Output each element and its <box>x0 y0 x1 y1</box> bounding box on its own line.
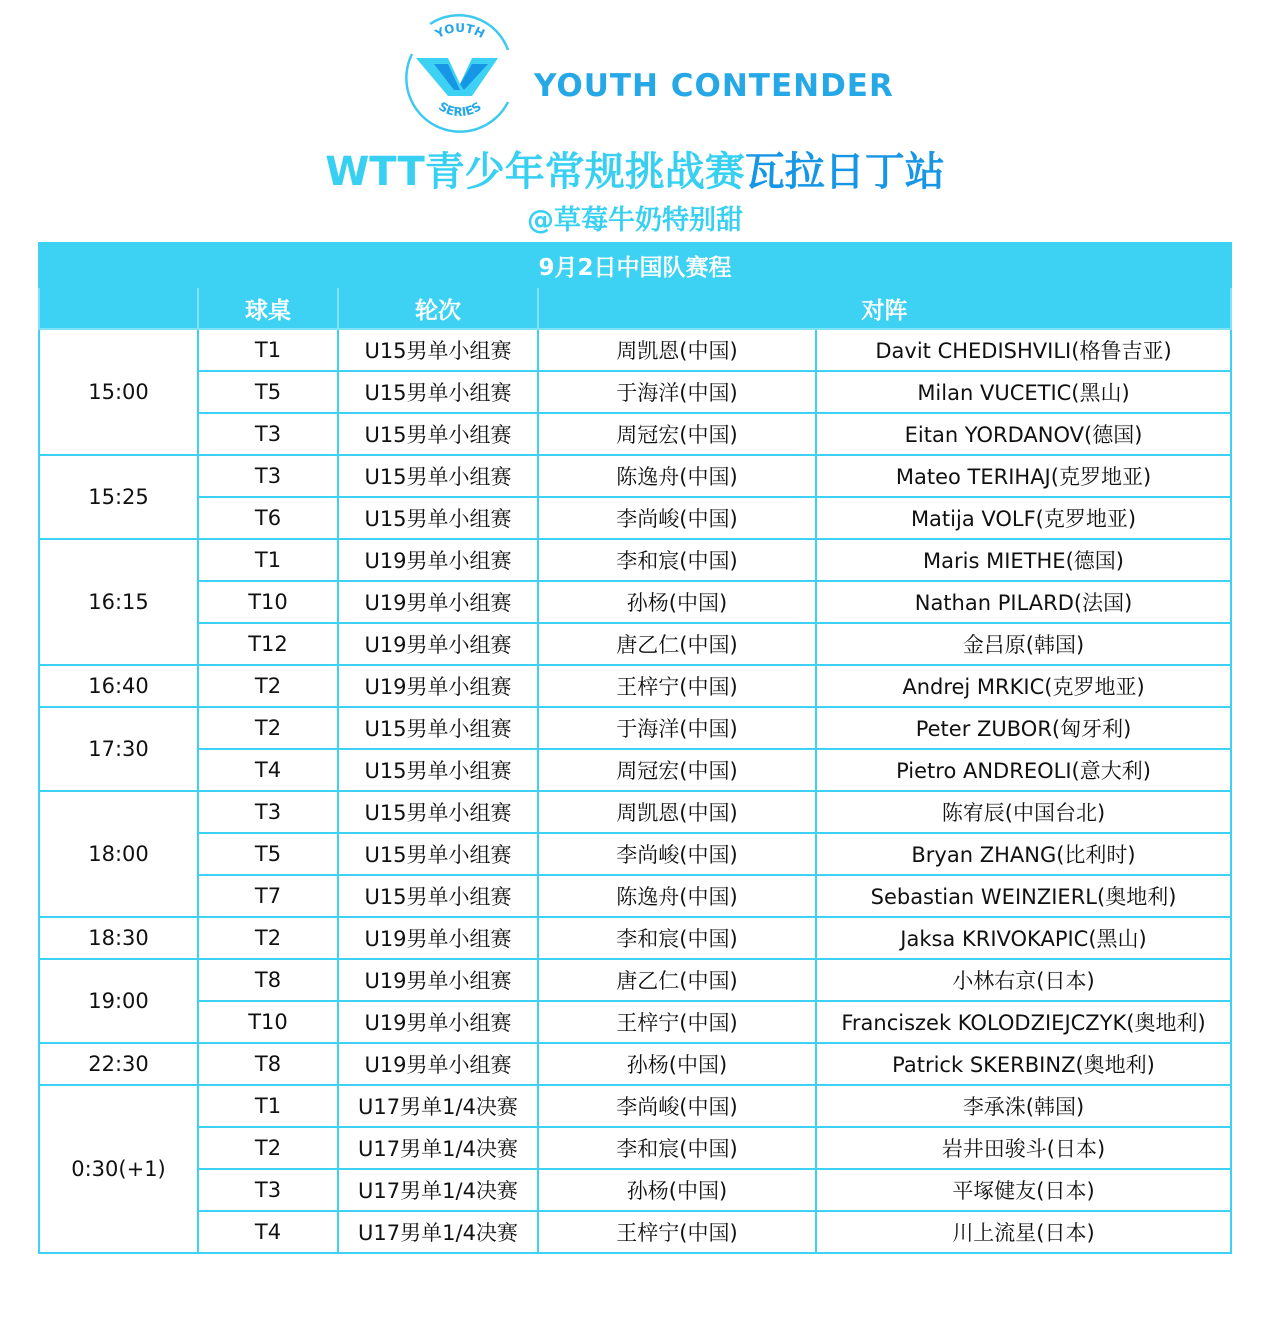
schedule-table <box>38 242 1232 1254</box>
table-row <box>39 329 1231 371</box>
player-cell: 唐乙仁(中国) <box>538 959 816 1001</box>
opponent-cell: Pietro ANDREOLI(意大利) <box>816 749 1231 791</box>
opponent-cell: Sebastian WEINZIERL(奥地利) <box>816 875 1231 917</box>
table-row <box>39 707 1231 749</box>
round-cell: U19男单小组赛 <box>338 959 538 1001</box>
time-cell: 19:00 <box>39 959 198 1043</box>
table-number-cell: T2 <box>198 707 338 749</box>
header-round: 轮次 <box>338 287 538 329</box>
table-number-cell: T1 <box>198 1085 338 1127</box>
svg-text:SERIES <box>436 99 483 119</box>
table-row <box>39 665 1231 707</box>
round-cell: U15男单小组赛 <box>338 413 538 455</box>
table-row <box>39 1169 1231 1211</box>
time-cell: 15:25 <box>39 455 198 539</box>
opponent-cell: 李承洙(韩国) <box>816 1085 1231 1127</box>
round-cell: U15男单小组赛 <box>338 371 538 413</box>
opponent-cell: Jaksa KRIVOKAPIC(黑山) <box>816 917 1231 959</box>
table-number-cell: T3 <box>198 1169 338 1211</box>
time-cell: 16:15 <box>39 539 198 665</box>
round-cell: U15男单小组赛 <box>338 497 538 539</box>
table-row <box>39 1127 1231 1169</box>
table-row <box>39 539 1231 581</box>
round-cell: U15男单小组赛 <box>338 875 538 917</box>
opponent-cell: Milan VUCETIC(黑山) <box>816 371 1231 413</box>
header-table: 球桌 <box>198 287 338 329</box>
title-part1: WTT青少年常规挑战赛 <box>325 149 745 195</box>
round-cell: U19男单小组赛 <box>338 539 538 581</box>
player-cell: 唐乙仁(中国) <box>538 623 816 665</box>
title-part2: 瓦拉日丁站 <box>744 149 945 195</box>
player-cell: 李尚峻(中国) <box>538 1085 816 1127</box>
table-row <box>39 497 1231 539</box>
round-cell: U17男单1/4决赛 <box>338 1169 538 1211</box>
table-row <box>39 833 1231 875</box>
table-row <box>39 1001 1231 1043</box>
round-cell: U15男单小组赛 <box>338 707 538 749</box>
player-cell: 陈逸舟(中国) <box>538 455 816 497</box>
table-row <box>39 623 1231 665</box>
round-cell: U15男单小组赛 <box>338 455 538 497</box>
time-cell: 18:30 <box>39 917 198 959</box>
table-number-cell: T4 <box>198 1211 338 1253</box>
player-cell: 于海洋(中国) <box>538 371 816 413</box>
player-cell: 周冠宏(中国) <box>538 413 816 455</box>
table-number-cell: T8 <box>198 959 338 1001</box>
round-cell: U19男单小组赛 <box>338 1043 538 1085</box>
logo-wordmark: YOUTH CONTENDER <box>534 68 894 104</box>
player-cell: 李和宸(中国) <box>538 1127 816 1169</box>
opponent-cell: Mateo TERIHAJ(克罗地亚) <box>816 455 1231 497</box>
table-row <box>39 1043 1231 1085</box>
round-cell: U19男单小组赛 <box>338 1001 538 1043</box>
header-time <box>39 287 198 329</box>
opponent-cell: 陈宥辰(中国台北) <box>816 791 1231 833</box>
table-number-cell: T12 <box>198 623 338 665</box>
player-cell: 王梓宁(中国) <box>538 1211 816 1253</box>
opponent-cell: 平塚健友(日本) <box>816 1169 1231 1211</box>
opponent-cell: 小林右京(日本) <box>816 959 1231 1001</box>
table-number-cell: T1 <box>198 539 338 581</box>
player-cell: 于海洋(中国) <box>538 707 816 749</box>
table-row <box>39 875 1231 917</box>
round-cell: U19男单小组赛 <box>338 581 538 623</box>
round-cell: U17男单1/4决赛 <box>338 1127 538 1169</box>
opponent-cell: 岩井田骏斗(日本) <box>816 1127 1231 1169</box>
table-row <box>39 413 1231 455</box>
table-number-cell: T3 <box>198 413 338 455</box>
table-number-cell: T1 <box>198 329 338 371</box>
table-number-cell: T3 <box>198 791 338 833</box>
round-cell: U15男单小组赛 <box>338 833 538 875</box>
opponent-cell: Matija VOLF(克罗地亚) <box>816 497 1231 539</box>
opponent-cell: Franciszek KOLODZIEJCZYK(奥地利) <box>816 1001 1231 1043</box>
table-row <box>39 749 1231 791</box>
round-cell: U17男单1/4决赛 <box>338 1085 538 1127</box>
table-number-cell: T2 <box>198 917 338 959</box>
round-cell: U19男单小组赛 <box>338 665 538 707</box>
round-cell: U19男单小组赛 <box>338 623 538 665</box>
table-row <box>39 1211 1231 1253</box>
table-number-cell: T4 <box>198 749 338 791</box>
player-cell: 孙杨(中国) <box>538 1043 816 1085</box>
opponent-cell: Patrick SKERBINZ(奥地利) <box>816 1043 1231 1085</box>
table-number-cell: T3 <box>198 455 338 497</box>
svg-text:YOUTH <box>432 21 487 42</box>
opponent-cell: Davit CHEDISHVILI(格鲁吉亚) <box>816 329 1231 371</box>
table-number-cell: T7 <box>198 875 338 917</box>
player-cell: 周凯恩(中国) <box>538 791 816 833</box>
table-caption: 9月2日中国队赛程 <box>39 243 1231 287</box>
time-cell: 15:00 <box>39 329 198 455</box>
opponent-cell: Andrej MRKIC(克罗地亚) <box>816 665 1231 707</box>
round-cell: U15男单小组赛 <box>338 791 538 833</box>
time-cell: 0:30(+1) <box>39 1085 198 1253</box>
opponent-cell: Eitan YORDANOV(德国) <box>816 413 1231 455</box>
player-cell: 孙杨(中国) <box>538 1169 816 1211</box>
player-cell: 孙杨(中国) <box>538 581 816 623</box>
table-number-cell: T8 <box>198 1043 338 1085</box>
time-cell: 16:40 <box>39 665 198 707</box>
opponent-cell: 金吕原(韩国) <box>816 623 1231 665</box>
opponent-cell: 川上流星(日本) <box>816 1211 1231 1253</box>
header-matchup: 对阵 <box>538 287 1231 329</box>
player-cell: 陈逸舟(中国) <box>538 875 816 917</box>
page-title <box>0 144 1270 200</box>
player-cell: 王梓宁(中国) <box>538 1001 816 1043</box>
table-row <box>39 371 1231 413</box>
table-number-cell: T10 <box>198 581 338 623</box>
wtt-youth-logo <box>398 10 522 134</box>
player-cell: 李和宸(中国) <box>538 917 816 959</box>
table-number-cell: T2 <box>198 1127 338 1169</box>
author-handle: @草莓牛奶特别甜 <box>527 205 743 236</box>
table-number-cell: T2 <box>198 665 338 707</box>
table-row <box>39 959 1231 1001</box>
table-number-cell: T5 <box>198 371 338 413</box>
player-cell: 周凯恩(中国) <box>538 329 816 371</box>
opponent-cell: Nathan PILARD(法国) <box>816 581 1231 623</box>
time-cell: 17:30 <box>39 707 198 791</box>
player-cell: 王梓宁(中国) <box>538 665 816 707</box>
time-cell: 22:30 <box>39 1043 198 1085</box>
opponent-cell: Maris MIETHE(德国) <box>816 539 1231 581</box>
table-number-cell: T5 <box>198 833 338 875</box>
table-row <box>39 1085 1231 1127</box>
opponent-cell: Bryan ZHANG(比利时) <box>816 833 1231 875</box>
round-cell: U15男单小组赛 <box>338 329 538 371</box>
round-cell: U17男单1/4决赛 <box>338 1211 538 1253</box>
table-row <box>39 791 1231 833</box>
opponent-cell: Peter ZUBOR(匈牙利) <box>816 707 1231 749</box>
table-row <box>39 581 1231 623</box>
table-row <box>39 455 1231 497</box>
player-cell: 李尚峻(中国) <box>538 833 816 875</box>
table-number-cell: T6 <box>198 497 338 539</box>
table-number-cell: T10 <box>198 1001 338 1043</box>
player-cell: 李尚峻(中国) <box>538 497 816 539</box>
player-cell: 周冠宏(中国) <box>538 749 816 791</box>
time-cell: 18:00 <box>39 791 198 917</box>
schedule-body <box>39 329 1231 1253</box>
logo-ring-bottom: SERIES <box>436 99 484 120</box>
round-cell: U15男单小组赛 <box>338 749 538 791</box>
logo-ring-top: YOUTH <box>432 20 487 42</box>
round-cell: U19男单小组赛 <box>338 917 538 959</box>
table-row <box>39 917 1231 959</box>
player-cell: 李和宸(中国) <box>538 539 816 581</box>
